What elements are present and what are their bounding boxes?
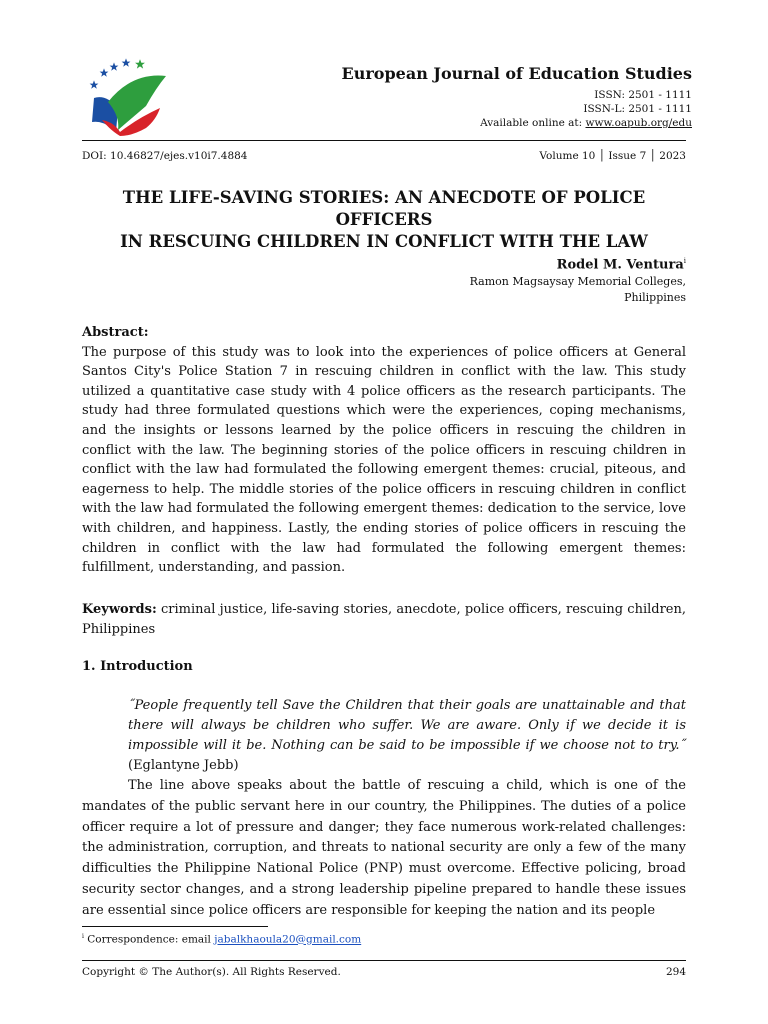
article-title — [82, 187, 686, 253]
abstract-text: The purpose of this study was to look into the experiences of police officers at General Santos City's Police Station 7 in rescuing children in conflict with the law. This study utilized a quantitative case study with 4 police officers as the research participants. The study had three formulated questions which were the experiences, coping mechanisms, and the insights or lessons learned by the police officers in rescuing the children in conflict with the law. The beginning stories of the police officers in rescuing children in conflict with the law had formulated the following emergent themes: crucial, piteous, and eagerness to help. The middle stories of the police officers in rescuing children in conflict with the law had formulated the following emergent themes: dedication to the service, love with children, and happiness. Lastly, the ending stories of police officers in rescuing the children in conflict with the law had formulated the following emergent themes: fulfillment, understanding, and passion. — [82, 344, 686, 576]
doi: DOI: 10.46827/ejes.v10i7.4884 — [82, 150, 248, 162]
volume-issue-year: Volume 10 │ Issue 7 │ 2023 — [539, 150, 686, 162]
journal-url-link[interactable]: www.oapub.org/edu — [585, 117, 692, 129]
page-number: 294 — [665, 966, 686, 978]
affiliation-line-2: Philippines — [624, 291, 686, 305]
footer-rule — [82, 960, 686, 961]
journal-info — [342, 64, 692, 130]
journal-logo-icon — [86, 58, 176, 138]
correspondence-email-link[interactable]: jabalkhaoula20@gmail.com — [214, 933, 362, 946]
intro-paragraph: The line above speaks about the battle of rescuing a child, which is one of the mandates of the public servant here in our country, the Philippines. The duties of a police officer require a lot of pressure and danger; they face numerous work-related challenges: the administration, corruption, and threats to national security are only a few of the many difficulties the Philippine National Police (PNP) must overcome. Effective policing, broad security sector changes, and a strong leadership pipeline prepared to handle these issues are essential since police officers are responsible for keeping the nation and its people — [82, 778, 686, 918]
title-line-2: IN RESCUING CHILDREN IN CONFLICT WITH THE LAW — [120, 232, 648, 251]
epigraph-quote — [128, 696, 686, 776]
quote-source: (Eglantyne Jebb) — [128, 758, 239, 773]
journal-title: European Journal of Education Studies — [341, 64, 692, 83]
footnote-mark: i — [82, 933, 84, 940]
keywords-label: Keywords: — [82, 602, 157, 617]
footnote — [82, 933, 361, 946]
section-heading-introduction: 1. Introduction — [82, 659, 193, 674]
quote-text: ˝People frequently tell Save the Children that their goals are unattainable and that there will always be children who suffer. We are aware. Only if we decide it is impossible will it be. Nothing can be said to be impossible if we choose not to try.˝ — [128, 698, 686, 753]
issn-l: ISSN-L: 2501 - 1111 — [583, 103, 692, 115]
abstract-label: Abstract: — [82, 325, 149, 340]
issn: ISSN: 2501 - 1111 — [594, 89, 692, 101]
footnote-rule — [82, 926, 268, 927]
available-online — [342, 116, 692, 130]
header-rule — [82, 140, 686, 141]
doi-row — [82, 150, 686, 162]
author-name — [470, 257, 686, 272]
author-name-text: Rodel M. Ventura — [556, 257, 684, 273]
affiliation-line-1: Ramon Magsaysay Memorial Colleges, — [469, 275, 686, 289]
author-footnote-mark: i — [683, 257, 686, 265]
title-line-1: THE LIFE-SAVING STORIES: AN ANECDOTE OF POLICE OFFICERS — [122, 188, 646, 229]
abstract — [82, 323, 686, 578]
copyright: Copyright © The Author(s). All Rights Reserved. — [82, 966, 341, 978]
keywords-text: criminal justice, life-saving stories, anecdote, police officers, rescuing children, Philippines — [82, 602, 686, 637]
keywords — [82, 600, 686, 639]
available-prefix: Available online at: — [480, 117, 586, 129]
author-block — [470, 257, 686, 306]
footer — [82, 966, 686, 978]
footnote-prefix: Correspondence: email — [83, 933, 215, 946]
